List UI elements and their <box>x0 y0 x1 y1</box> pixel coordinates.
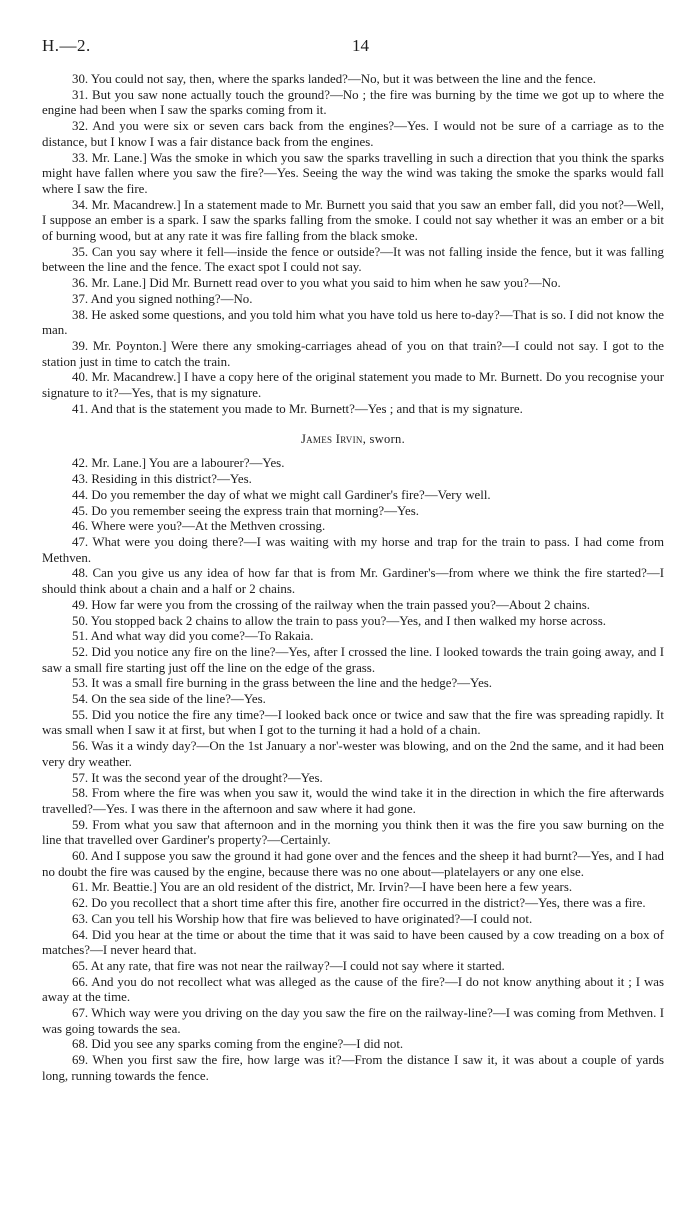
qa-67: 67. Which way were you driving on the day you saw the fire on the railway-line?—I was coming from Methven. I was going towards the sea. <box>42 1006 664 1036</box>
qa-31: 31. But you saw none actually touch the ground?—No ; the fire was burning by the time we got up to where the engine had been when I saw the sparks coming from it. <box>42 87 664 118</box>
qa-53: 53. It was a small fire burning in the grass between the line and the hedge?—Yes. <box>72 676 493 691</box>
qa-61: 61. Mr. Beattie.] You are an old resident of the district, Mr. Irvin?—I have been here a few years. <box>72 880 573 895</box>
qa-65: 65. At any rate, that fire was not near the railway?—I could not say where it started. <box>72 958 505 973</box>
qa-50: 50. You stopped back 2 chains to allow the train to pass you?—Yes, and I then walked my horse across. <box>72 613 606 628</box>
testimony-section-1 <box>42 72 664 417</box>
qa-39: 39. Mr. Poynton.] Were there any smoking-carriages ahead of you on that train?—I could not say. I got to the station just in time to catch the train. <box>42 338 664 369</box>
qa-47: 47. What were you doing there?—I was waiting with my horse and trap for the train to pass. I had come from Methven. <box>42 534 664 565</box>
qa-57: 57. It was the second year of the drought?—Yes. <box>72 770 323 785</box>
qa-30: 30. You could not say, then, where the sparks landed?—No, but it was between the line and the fence. <box>72 72 596 86</box>
qa-52: 52. Did you notice any fire on the line?—Yes, after I crossed the line. I looked towards the train going away, and I saw a small fire starting just off the line on the edge of the grass. <box>42 644 664 675</box>
qa-68: 68. Did you see any sparks coming from the engine?—I did not. <box>72 1037 404 1052</box>
qa-48: 48. Can you give us any idea of how far that is from Mr. Gardiner's—from where we think the fire started?—I should think about a chain and a half or 2 chains. <box>42 566 664 597</box>
page-number: 14 <box>352 36 369 55</box>
qa-51: 51. And what way did you come?—To Rakaia. <box>72 629 314 644</box>
qa-42: 42. Mr. Lane.] You are a labourer?—Yes. <box>72 456 285 471</box>
qa-59: 59. From what you saw that afternoon and in the morning you think then it was the fire you saw burning on the line that travelled over Gardiner's property?—Certainly. <box>42 817 664 848</box>
qa-55: 55. Did you notice the fire any time?—I looked back once or twice and saw that the fire was spreading rapidly. It was small when I saw it at first, but when I got to the turning it had a hold of a chain. <box>42 707 664 738</box>
document-reference: H.—2. <box>42 36 91 55</box>
page-header <box>42 36 664 62</box>
qa-44: 44. Do you remember the day of what we might call Gardiner's fire?—Very well. <box>72 487 491 502</box>
qa-64: 64. Did you hear at the time or about the time that it was said to have been caused by a cow treading on a box of matches?—I never heard that. <box>42 927 664 958</box>
qa-62: 62. Do you recollect that a short time after this fire, another fire occurred in the district?—Yes, there was a fire. <box>72 896 646 911</box>
qa-36: 36. Mr. Lane.] Did Mr. Burnett read over to you what you said to him when he saw you?—No. <box>72 276 561 291</box>
witness-sworn: , sworn. <box>362 432 406 447</box>
qa-66: 66. And you do not recollect what was alleged as the cause of the fire?—I do not know anything about it ; I was away at the time. <box>42 974 664 1005</box>
qa-49: 49. How far were you from the crossing of the railway when the train passed you?—About 2 chains. <box>72 597 590 612</box>
qa-54: 54. On the sea side of the line?—Yes. <box>72 692 266 707</box>
qa-33: 33. Mr. Lane.] Was the smoke in which you saw the sparks travelling in such a direction that you think the sparks might have fallen where you saw the fire?—Yes. Seeing the way the wind was taking the smoke the sparks would fall where I saw the fire. <box>42 150 664 196</box>
qa-41: 41. And that is the statement you made to Mr. Burnett?—Yes ; and that is my signature. <box>72 401 523 416</box>
qa-63: 63. Can you tell his Worship how that fire was believed to have originated?—I could not. <box>72 911 533 926</box>
testimony-section-2 <box>42 456 664 1084</box>
qa-69: 69. When you first saw the fire, how large was it?—From the distance I saw it, it was about a couple of yards long, running towards the fence. <box>42 1053 664 1083</box>
qa-38: 38. He asked some questions, and you told him what you have told us here to-day?—That is so. I did not know the man. <box>42 307 664 338</box>
qa-58: 58. From where the fire was when you saw it, would the wind take it in the direction in which the fire afterwards travelled?—Yes. I was there in the afternoon and saw where it had gone. <box>42 786 664 816</box>
qa-35: 35. Can you say where it fell—inside the fence or outside?—It was not falling inside the fence, but it was falling between the line and the fence. The exact spot I could not say. <box>42 244 664 275</box>
qa-32: 32. And you were six or seven cars back from the engines?—Yes. I would not be sure of a carriage as to the distance, but I know I was a fair distance back from the engines. <box>42 119 664 149</box>
qa-45: 45. Do you remember seeing the express train that morning?—Yes. <box>72 503 420 518</box>
qa-43: 43. Residing in this district?—Yes. <box>72 472 252 487</box>
qa-40: 40. Mr. Macandrew.] I have a copy here of the original statement you made to Mr. Burnett. Do you recognise your signature to it?—Yes, that is my signature. <box>42 370 664 401</box>
qa-34: 34. Mr. Macandrew.] In a statement made to Mr. Burnett you said that you saw an ember fall, did you not?—Well, I suppose an ember is a spark. I saw the sparks falling from the smoke. I could not say whether it was an ember or a bit of burning wood, but at any rate it was fire falling from the black smoke. <box>42 197 664 244</box>
qa-46: 46. Where were you?—At the Methven crossing. <box>72 519 326 534</box>
qa-37: 37. And you signed nothing?—No. <box>72 291 253 306</box>
witness-heading <box>42 432 664 447</box>
witness-name: James Irvin <box>300 432 363 447</box>
qa-60: 60. And I suppose you saw the ground it had gone over and the fences and the sheep it had burnt?—Yes, and I had no doubt the fire was caused by the engine, because there was no one about—platelayers or any one else. <box>42 849 664 879</box>
qa-56: 56. Was it a windy day?—On the 1st January a nor'-wester was blowing, and on the 2nd the same, and it had been very dry weather. <box>42 739 664 769</box>
